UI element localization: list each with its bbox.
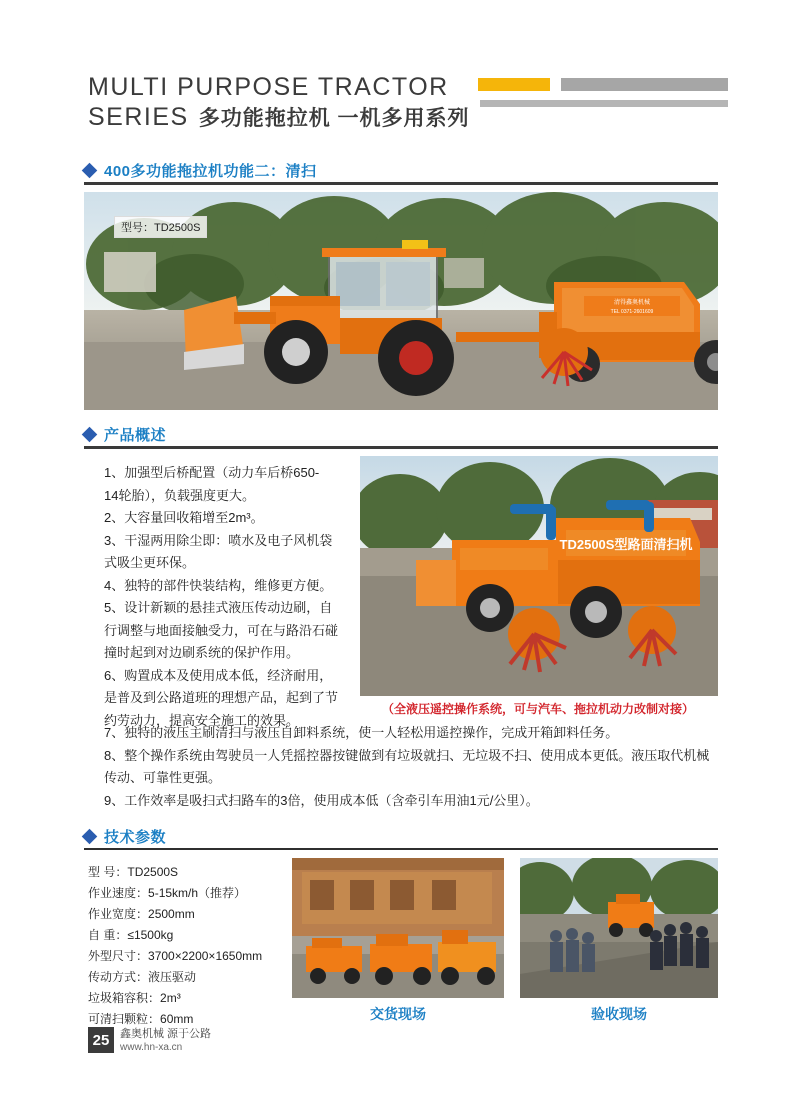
acceptance-photo-illustration [520,858,718,998]
spec-row: 传动方式：液压驱动 [88,970,197,984]
section-heading-overview [84,424,166,445]
spec-row: 可清扫颗粒：60mm [88,1012,194,1026]
overview-line: 9、工作效率是吸扫式扫路车的3倍，使用成本低（含牵引车用油1元/公里）。 [104,792,539,808]
diamond-bullet-icon [82,163,98,179]
overview-line: 5、设计新颖的悬挂式液压传动边刷，自 [104,600,333,615]
header-bar-yellow [478,78,550,91]
overview-line: 14轮胎），负载强度更大。 [104,487,255,503]
overview-line: 行调整与地面接触受力，可在与路沿石碰 [104,622,339,638]
spec-list [88,862,288,1030]
overview-photo-sweeper [360,456,718,696]
spec-row: 外型尺寸：3700×2200×1650mm [88,949,263,963]
title-chinese: 多功能拖拉机 一机多用系列 [198,107,470,130]
section-heading-function-two [84,160,317,181]
spec-value: ≤1500kg [127,928,174,942]
overview-line: 式吸尘更环保。 [104,555,196,570]
section-title-function-two: 400多功能拖拉机功能二：清扫 [104,163,317,180]
overview-line: 撞时起到对边刷系统的保护作用。 [104,645,300,660]
page-header [88,72,728,138]
spec-value: 2m³ [160,991,181,1005]
overview-line: 是普及到公路道班的理想产品，起到了节 [104,690,339,705]
header-bar-grey-top [561,78,728,91]
spec-label: 作业速度 [88,886,137,900]
spec-label: 型 号 [88,865,116,879]
spec-row: 型 号：TD2500S [88,865,179,879]
overview-line: 4、独特的部件快装结构，维修更方便。 [104,577,333,593]
diamond-bullet-icon-2 [82,427,98,443]
overview-line: 2、大容量回收箱增至2m³。 [104,510,264,525]
overview-line: 6、购置成本及使用成本低，经济耐用， [104,667,333,683]
footer-company: 鑫奥机械 源于公路 [120,1028,212,1040]
spec-row: 作业宽度：2500mm [88,907,195,921]
caption-acceptance: 验收现场 [591,1006,647,1022]
spec-row: 垃圾箱容积：2m³ [88,991,181,1005]
svg-text:TEL 0371-2601609: TEL 0371-2601609 [610,309,654,315]
spec-label: 自 重 [88,928,116,942]
overview-full-width-text [104,722,752,812]
caption-delivery: 交货现场 [370,1006,426,1022]
spec-row: 作业速度：5-15km/h（推荐） [88,886,247,900]
spec-label: 传动方式 [88,970,137,984]
overview-line: 传动、可靠性更强。 [104,770,222,785]
spec-label: 外型尺寸 [88,949,137,963]
section-title-specs: 技术参数 [104,829,167,846]
spec-row: 自 重：≤1500kg [88,928,174,942]
overview-line: 7、独特的液压主刷清扫与液压自卸料系统，使一人轻松用遥控操作，完成开箱卸料任务。 [104,725,619,740]
spec-value: 2500mm [148,907,195,921]
overview-line: 8、整个操作系统由驾驶员一人凭摇控器按键做到有垃圾就扫、无垃圾不扫、使用成本更低。液压取代机械 [104,747,710,763]
overview-line: 3、干湿两用除尘即：喷水及电子风机袋 [104,532,333,548]
section-title-overview: 产品概述 [104,427,167,444]
photo-delivery-site [292,858,504,998]
spec-value: TD2500S [127,865,179,879]
spec-value: 60mm [160,1012,194,1026]
diamond-bullet-icon-3 [82,829,98,845]
spec-label: 可清扫颗粒 [88,1012,149,1026]
overview-red-note: （全液压遥控操作系统，可与汽车、拖拉机动力改制对接） [382,702,695,716]
spec-label: 作业宽度 [88,907,137,921]
footer-text [120,1027,211,1055]
delivery-photo-illustration [292,858,504,998]
footer-website[interactable]: www.hn-xa.cn [120,1042,183,1053]
title-english-line1: MULTI PURPOSE TRACTOR [88,73,449,101]
section-rule-3 [84,848,718,850]
overview-line: 1、加强型后桥配置（动力车后桥650- [104,465,320,480]
spec-value: 3700×2200×1650mm [148,949,263,963]
section-heading-specs [84,826,166,847]
section-rule-2 [84,446,718,449]
page-number-badge: 25 [88,1027,114,1053]
svg-text:清得鑫奥机械: 清得鑫奥机械 [613,300,651,306]
overview-photo-illustration [360,456,718,696]
spec-value: 液压驱动 [148,970,197,984]
overview-line: 约劳动力，提高安全施工的效果。 [104,712,300,728]
header-bar-grey-bottom [480,100,728,107]
photo-acceptance-site [520,858,718,998]
hero-model-tag: 型号：TD2500S [114,216,207,238]
overview-left-column [104,462,354,732]
hero-photo-tractor-sweeper [84,192,718,410]
svg-text:TD2500S型路面清扫机: TD2500S型路面清扫机 [559,537,693,552]
section-rule-1 [84,182,718,185]
title-english-line2: SERIES [88,103,189,131]
spec-value: 5-15km/h（推荐） [148,886,247,900]
spec-label: 垃圾箱容积 [88,991,149,1005]
